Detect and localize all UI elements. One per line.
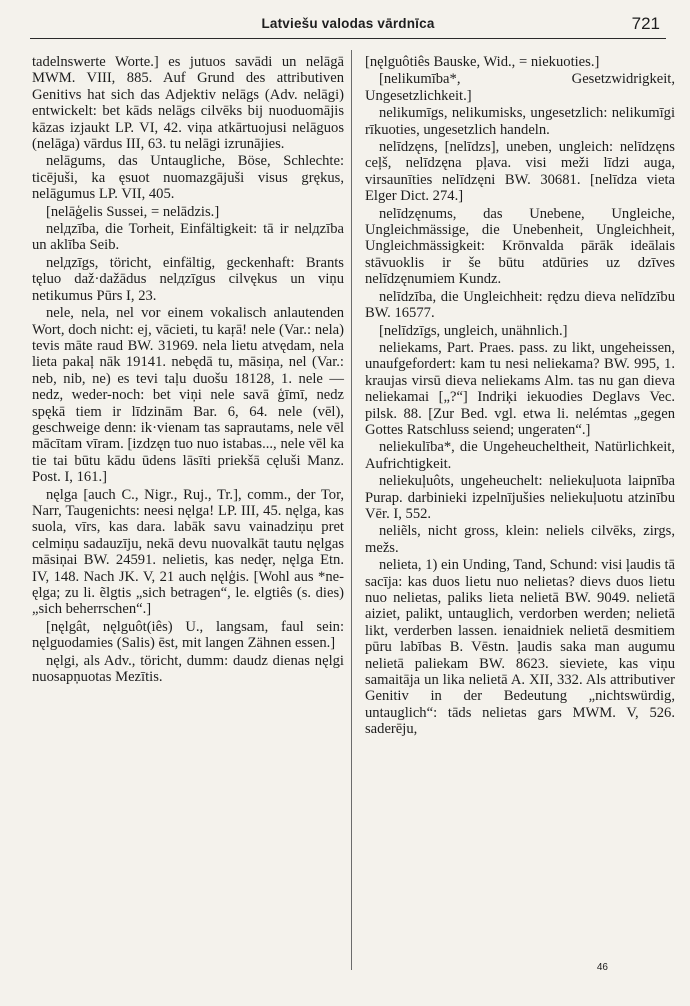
dictionary-entry: neliekuļuôts, ungeheuchelt: neliekuļuota laipnība Purap. darbinieki izpelnījušies neliekuļuotu atzinību Vēr. I, 552. [365,473,675,522]
dictionary-entry: nelдzīgs, töricht, einfältig, geckenhaft: Brants tęluo daž·dažādus nelдzīgus cilvękus un viņu netikumus Pūrs I, 23. [32,254,344,304]
dictionary-entry: [nelāģelis Sussei, = nelādzis.] [46,203,220,220]
dictionary-entry: [nelikumība*, Gesetzwidrigkeit, Ungesetzlichkeit.] [365,71,675,104]
dictionary-entry: nelieta, 1) ein Unding, Tand, Schund: visi ļaudis tā sacīja: kas duos lietu nuo nelietas? dievs duos lietu nuo nelietas, paliks lieta nelietā BW. 9049. nelietā aiziet, palikt, untauglich, verdorben werden; nelietā likt, verderben lassen. ienaidniek nelietā desmitiem pūru labības B. Vēstn. ļaudis saka man augumu nelietā paliekam BW. 8623. sieviete, kas viņu samaitāja un lika nelietā A. XII, 332. Als attributiver Genitiv in der Bedeutung „nichtswürdig, untauglich“: tāds nelietas gars MWM. V, 526. saderēju, [365,557,675,738]
right-column [365,54,675,739]
dictionary-entry: [nęlgât, nęlguôt(iês) U., langsam, faul sein: nęlguodamies (Salis) ēst, mit langen Zähnen essen.] [32,618,344,652]
dictionary-entry: [nelīdzīgs, ungleich, unähnlich.] [379,322,568,339]
page-header [30,14,666,39]
left-column [32,54,344,686]
dictionary-entry: neliekulība*, die Ungeheucheltheit, Natürlichkeit, Aufrichtigkeit. [365,439,675,472]
dictionary-entry: neliẽls, nicht gross, klein: neliels cilvēks, zirgs, mežs. [365,523,675,556]
dictionary-entry: nelikumīgs, nelikumisks, ungesetzlich: nelikumīgi rīkuoties, ungesetzlich handeln. [365,105,675,138]
dictionary-entry: nęlga [auch C., Nigr., Ruj., Tr.], comm., der Tor, Narr, Taugenichts: neesi nęlga! LP. III, 45. nęlga, kas suola, vīrs, kas dara. labāk savu vainadziņu pret celmiņu sadauzīju, nekā devu nuovalkāt tautu nęlgas māsiņai BW. 24591. nelietis, kas nedęr, nęlga Etn. IV, 148. Nach JK. V, 21 auch nęlģis. [Wohl aus *ne-ęlga; zu li. ẽlgtis „sich betragen“, le. elgtiês (s. dies) „sich beherrschen“.] [32,486,344,618]
dictionary-entry: nelдzība, die Torheit, Einfältigkeit: tā ir nelдzība un aklība Seib. [32,221,344,254]
dictionary-entry: neliekams, Part. Praes. pass. zu likt, ungeheissen, unaufgefordert: kam tu nesi neliekama? BW. 995, 1. kraujas virsū dieva neliekams Alm. tas nu gan dieva neliekamai [„?“] Indriķi iekuodies Deglavs Vec. pilsk. 88. [Zur Bed. vgl. etwa li. nelémtas „gegen Gottes Ratschluss seiend; ungeraten“.] [365,339,675,438]
dictionary-entry: nelīdzība, die Ungleichheit: rędzu dieva nelīdzību BW. 16577. [365,288,675,322]
dictionary-entry: tadelnswerte Worte.] es jutuos savādi un nelāgā MWM. VIII, 885. Auf Grund des attributiven Genitivs hat sich das Adjektiv nelāgs (Adv. nelāgi) entwickelt: bet kāds nelāgs cilvēks bij nuoduomājis kāzas izjaukt LP. VI, 42. viņa atkārtuojusi nelāguos (nelāga) vārdus III, 63. tu nelāgi izrunājies. [32,54,344,153]
running-title: Latviešu valodas vārdnīca [261,16,435,31]
dictionary-entry: nelīdzęnums, das Unebene, Ungleiche, Ungleichmässige, die Unebenheit, Ungleichheit, Ungleichmässigkeit: Krōnvalda pārāk ideālais stāvuoklis ir še būtu atdūries uz dzīves nelīdzęnumiem Kundz. [365,205,675,288]
dictionary-entry: [nęlguôtiês Bauske, Wid., = niekuoties.] [365,54,600,70]
dictionary-entry: nęlgi, als Adv., töricht, dumm: daudz dienas nęlgi nuosapņuotas Mezītis. [32,652,344,686]
column-divider [351,50,352,970]
page-number: 721 [631,14,660,33]
dictionary-entry: nelīdzęns, [nelīdzs], uneben, ungleich: nelīdzęns ceļš, nelīdzęna pļava. visi meži līdzi auga, virsaunīties nelīdzęni BW. 30681. [nelīdza vieta Elger Dict. 274.] [365,139,675,205]
printer-signature: 46 [596,962,608,973]
dictionary-entry: nele, nela, nel vor einem vokalisch anlautenden Wort, doch nicht: ej, vācieti, tu kaŗā! nele (Var.: nela) tevis māte raud BW. 31969. nela lietu atvędam, nela lieta pakaļ nāk 19141. nebędā tu, māsiņa, nel (Var.: neb, nib, ne) es tevi taļu duošu 18128, 1. nele — nedz, weder-noch: bet viņi nele savā ģīmī, nedz spękā tiem ir līdzinām Bar. 6, 64. nele (vēl), geschweige denn: ik·vienam tas saprautams, nele vēl mācītam vīram. [izdzęn tuo nuo istabas..., nele vēl ka tie tai būtu kādu ūdens lāsīti priekšā cęluši Manz. Post. I, 161.] [32,305,344,486]
dictionary-entry: nelāgums, das Untaugliche, Böse, Schlechte: ticējuši, ka ęsuot nuomazgājuši visus grękus, nelāgumus LP. VII, 405. [32,153,344,203]
